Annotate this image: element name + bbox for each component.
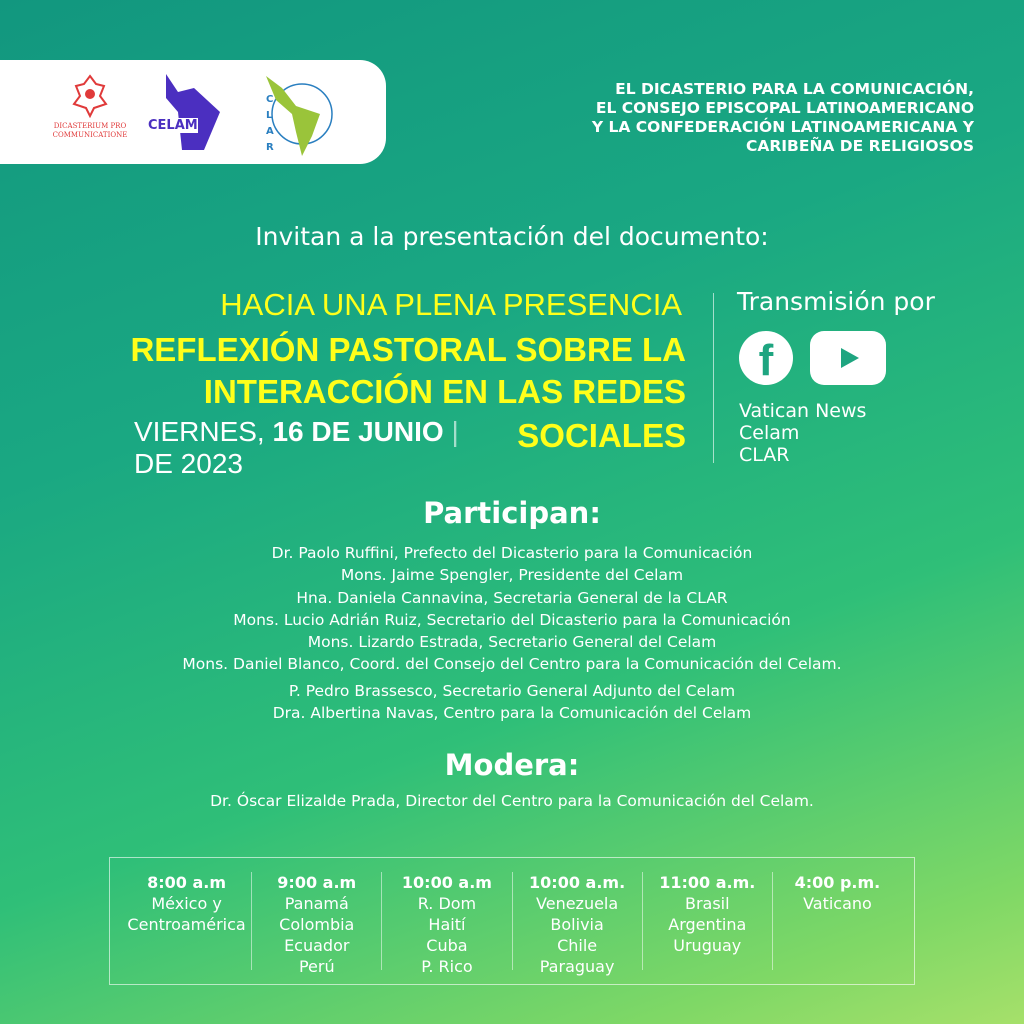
- celam-logo: CELAM: [148, 72, 224, 152]
- document-title: HACIA UNA PLENA PRESENCIA: [220, 287, 682, 322]
- list-item: Mons. Lizardo Estrada, Secretario General del Celam: [307, 633, 717, 652]
- schedule-column: [382, 872, 512, 976]
- dicasterium-logo: DICASTERIUM PRO COMMUNICATIONE: [50, 74, 130, 140]
- schedule-time: 8:00 a.m: [147, 873, 227, 892]
- schedule-place: Argentina: [668, 915, 747, 934]
- schedule-place: Vaticano: [803, 894, 872, 913]
- invite-text: Invitan a la presentación del documento:: [255, 222, 769, 251]
- schedule-time: 10:00 a.m: [401, 873, 492, 892]
- transmission-label: Transmisión por: [737, 287, 935, 316]
- schedule-table: [109, 857, 915, 985]
- schedule-place: R. Dom: [417, 894, 477, 913]
- facebook-icon[interactable]: f: [739, 331, 793, 385]
- schedule-time: 11:00 a.m.: [659, 873, 756, 892]
- schedule-place: México y: [151, 894, 222, 913]
- schedule-place: P. Rico: [421, 957, 473, 976]
- schedule-place: Uruguay: [673, 936, 742, 955]
- schedule-column: [252, 872, 382, 976]
- moderator-name: Dr. Óscar Elizalde Prada, Director del Centro para la Comunicación del Celam.: [210, 792, 814, 810]
- list-item: Mons. Daniel Blanco, Coord. del Consejo del Centro para la Comunicación del Celam.: [182, 655, 842, 674]
- schedule-place: Ecuador: [284, 936, 350, 955]
- schedule-column: [643, 872, 773, 970]
- schedule-place: Paraguay: [539, 957, 615, 976]
- list-item: Hna. Daniela Cannavina, Secretaria General de la CLAR: [296, 588, 728, 607]
- clar-logo: CLAR: [258, 72, 338, 156]
- schedule-place: Perú: [298, 957, 335, 976]
- schedule-place: Brasil: [684, 894, 730, 913]
- schedule-place: Colombia: [279, 915, 355, 934]
- participants-list: [0, 542, 1024, 724]
- list-item: P. Pedro Brassesco, Secretario General Adjunto del Celam: [288, 681, 736, 700]
- schedule-place: Haití: [428, 915, 466, 934]
- schedule-time: 4:00 p.m.: [794, 873, 881, 892]
- document-subtitle: REFLEXIÓN PASTORAL SOBRE LA INTERACCIÓN EN LAS REDES SOCIALES: [130, 331, 686, 454]
- schedule-place: Centroamérica: [127, 915, 246, 934]
- youtube-icon[interactable]: [810, 331, 886, 385]
- schedule-place: Bolivia: [550, 915, 604, 934]
- schedule-place: Chile: [557, 936, 598, 955]
- schedule-column: [122, 872, 252, 970]
- stream-channels: Vatican News Celam CLAR: [739, 400, 867, 466]
- schedule-time: 10:00 a.m.: [529, 873, 626, 892]
- schedule-column: [513, 872, 643, 976]
- list-item: Mons. Lucio Adrián Ruiz, Secretario del Dicasterio para la Comunicación: [233, 610, 791, 629]
- organizers: EL DICASTERIO PARA LA COMUNICACIÓN, EL CONSEJO EPISCOPAL LATINOAMERICANO Y LA CONFEDERACIÓN LATINOAMERICANA Y CARIBEÑA DE RELIGIOSOS: [591, 80, 974, 155]
- list-item: Dra. Albertina Navas, Centro para la Comunicación del Celam: [272, 704, 752, 723]
- schedule-time: 9:00 a.m: [277, 873, 357, 892]
- schedule-place: Cuba: [426, 936, 468, 955]
- event-date: VIERNES, 16 DE JUNIO | DE 2023: [134, 416, 459, 479]
- list-item: Dr. Paolo Ruffini, Prefecto del Dicasterio para la Comunicación: [271, 544, 753, 562]
- schedule-place: Panamá: [284, 894, 349, 913]
- schedule-column: [773, 872, 902, 970]
- list-item: Mons. Jaime Spengler, Presidente del Celam: [340, 566, 684, 585]
- logos-bar: [0, 60, 386, 164]
- moderator-heading: Modera:: [444, 748, 580, 782]
- schedule-place: Venezuela: [536, 894, 619, 913]
- participants-heading: Participan:: [423, 496, 601, 530]
- divider: [713, 293, 714, 463]
